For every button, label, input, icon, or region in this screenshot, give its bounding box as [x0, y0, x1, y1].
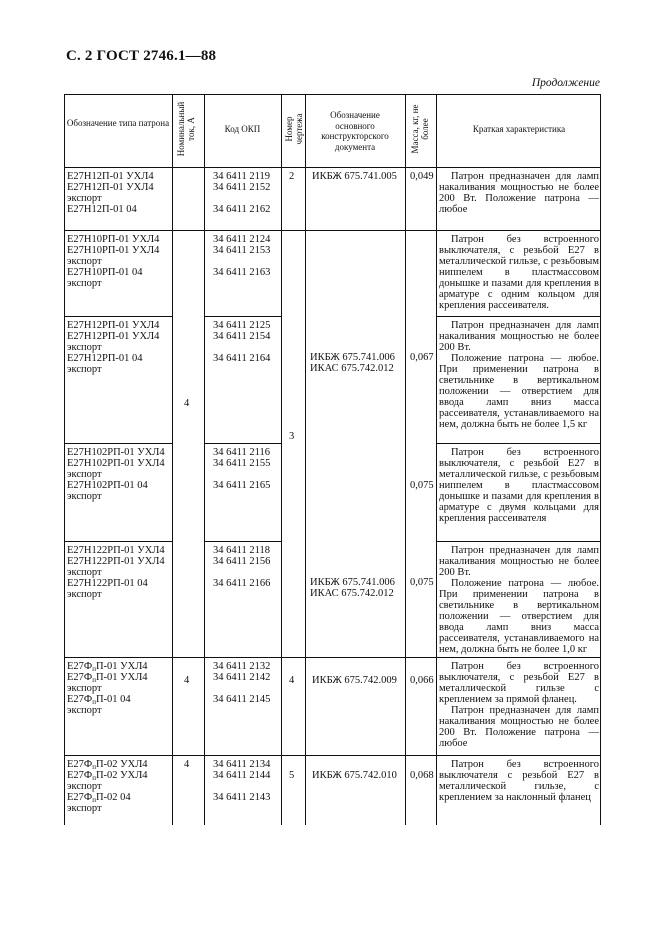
- header-bottom-border: [64, 167, 601, 168]
- okp-code: 34 6411 2142: [213, 672, 271, 683]
- okp-cell: [213, 234, 270, 278]
- okp-code: 34 6411 2144: [213, 770, 271, 781]
- header-drawing: [284, 98, 304, 160]
- drawing-cell: 4: [289, 675, 295, 686]
- type-prefix: Е27Ф: [67, 672, 93, 683]
- description-cell: [439, 759, 599, 803]
- okp-code: 34 6411 2134: [213, 759, 271, 770]
- type-cell: [67, 320, 159, 375]
- okp-cell: [213, 447, 270, 491]
- description-text: Положение патрона — любое. При применении патрона в светильнике в вертикальном положении — отверстием для ввода ламп вниз масса рассеивателя, устанавливаемого на нем, должна быть не более 1,5 кг: [439, 353, 599, 430]
- page-header: С. 2 ГОСТ 2746.1—88: [66, 48, 217, 64]
- type-line: экспорт: [67, 278, 102, 289]
- type-suffix: П-02 УХЛ4: [95, 770, 148, 781]
- doc-cell: [310, 352, 395, 374]
- description-cell: [439, 234, 599, 311]
- doc-cell: [310, 577, 395, 599]
- col-border: [600, 94, 601, 825]
- merged-drawing-value: 3: [289, 431, 295, 442]
- type-line: Е27Н12РП-01 УХЛ4: [67, 320, 160, 331]
- current-cell: 4: [184, 675, 190, 686]
- type-line: экспорт: [67, 256, 102, 267]
- type-line: Е27Н12РП-01 УХЛ4: [67, 331, 160, 342]
- row-divider: [204, 443, 281, 444]
- header-current: [176, 98, 196, 160]
- okp-code: 34 6411 2162: [213, 204, 271, 215]
- okp-cell: [213, 171, 270, 215]
- type-prefix: Е27Ф: [67, 661, 93, 672]
- header-current-line: Номинальный: [176, 101, 186, 157]
- col-border: [172, 94, 173, 825]
- header-drawing-line: чертежа: [294, 113, 304, 145]
- okp-cell: [213, 545, 270, 589]
- current-cell: 4: [184, 759, 190, 770]
- mass-cell: 0,075: [410, 480, 434, 491]
- okp-code: 34 6411 2116: [213, 447, 270, 458]
- mass-cell: 0,068: [410, 770, 434, 781]
- type-cell: [67, 171, 154, 215]
- merged-current-value: 4: [184, 398, 190, 409]
- description-cell: [439, 661, 599, 749]
- doc-line: ИКБЖ 675.741.006: [310, 352, 395, 363]
- description-text: Патрон предназначен для ламп накаливания мощностью не более 200 Вт. Положение патрона — любое: [439, 171, 599, 215]
- okp-cell: [213, 320, 270, 364]
- mass-cell: 0,075: [410, 577, 434, 588]
- okp-code: 34 6411 2164: [213, 353, 271, 364]
- row-divider: [436, 443, 601, 444]
- type-cell: [67, 545, 165, 600]
- col-border: [305, 94, 306, 825]
- okp-cell: [213, 759, 270, 803]
- type-suffix: П-01 04: [95, 694, 131, 705]
- type-line: Е27Н12П-01 УХЛ4: [67, 171, 154, 182]
- type-line: [67, 792, 148, 803]
- type-subscript: п: [92, 774, 96, 782]
- type-line: Е27Н122РП-01 УХЛ4: [67, 556, 165, 567]
- header-document: Обозначение основного конструкторского документа: [321, 110, 389, 152]
- header-okp: Код ОКП: [224, 124, 261, 134]
- okp-code: 34 6411 2145: [213, 694, 271, 705]
- row-divider: [436, 541, 601, 542]
- row-divider: [64, 755, 601, 756]
- doc-line: ИКАС 675.742.012: [310, 363, 394, 374]
- doc-cell: ИКБЖ 675.742.010: [312, 770, 397, 781]
- drawing-cell: 2: [289, 171, 295, 182]
- type-line: экспорт: [67, 342, 102, 353]
- header-mass-line: более: [420, 118, 430, 140]
- doc-line: ИКБЖ 675.741.006: [310, 577, 395, 588]
- type-line: Е27Н10РП-01 УХЛ4: [67, 245, 160, 256]
- type-line: Е27Н102РП-01 04: [67, 480, 148, 491]
- description-text: Положение патрона — любое. При применении патрона в светильнике в вертикальном положении — отверстием для ввода ламп вниз масса рассеивателя, устанавливаемого на нем, должна быть не более 1,0 кг: [439, 578, 599, 655]
- type-line: экспорт: [67, 193, 102, 204]
- type-cell: [67, 234, 159, 289]
- type-line: Е27Н102РП-01 УХЛ4: [67, 458, 165, 469]
- header-drawing-line: Номер: [284, 116, 294, 142]
- type-subscript: п: [92, 763, 96, 771]
- type-subscript: п: [92, 698, 96, 706]
- type-suffix: П-02 УХЛ4: [95, 759, 148, 770]
- description-cell: [439, 447, 599, 524]
- header-description: Краткая характеристика: [472, 124, 566, 134]
- okp-code: 34 6411 2125: [213, 320, 271, 331]
- type-line: экспорт: [67, 803, 102, 814]
- row-divider: [204, 541, 281, 542]
- mass-cell: 0,066: [410, 675, 434, 686]
- description-text: Патрон предназначен для ламп накаливания мощностью не более 200 Вт. Положение патрона — любое: [439, 705, 599, 749]
- type-cell: [67, 447, 165, 502]
- description-text: Патрон предназначен для ламп накаливания мощностью не более 200 Вт.: [439, 320, 599, 353]
- type-line: [67, 770, 148, 781]
- type-line: экспорт: [67, 567, 102, 578]
- type-subscript: п: [92, 665, 96, 673]
- type-line: экспорт: [67, 705, 102, 716]
- type-prefix: Е27Ф: [67, 694, 93, 705]
- description-text: Патрон предназначен для ламп накаливания мощностью не более 200 Вт.: [439, 545, 599, 578]
- type-line: Е27Н10РП-01 04: [67, 267, 143, 278]
- description-cell: [439, 171, 599, 215]
- okp-code: 34 6411 2143: [213, 792, 271, 803]
- okp-code: 34 6411 2119: [213, 171, 270, 182]
- okp-code: 34 6411 2152: [213, 182, 271, 193]
- type-line: Е27Н12П-01 УХЛ4: [67, 182, 154, 193]
- col-border: [436, 94, 437, 825]
- type-line: Е27Н10РП-01 УХЛ4: [67, 234, 160, 245]
- type-line: экспорт: [67, 589, 102, 600]
- okp-code: 34 6411 2163: [213, 267, 271, 278]
- type-line: экспорт: [67, 491, 102, 502]
- col-border: [281, 94, 282, 825]
- okp-code: 34 6411 2154: [213, 331, 271, 342]
- mass-cell: 0,049: [410, 171, 434, 182]
- row-divider: [64, 657, 601, 658]
- drawing-cell: 5: [289, 770, 295, 781]
- col-border: [64, 94, 65, 825]
- description-cell: [439, 545, 599, 655]
- type-line: экспорт: [67, 469, 102, 480]
- type-line: Е27Н122РП-01 04: [67, 578, 148, 589]
- type-line: [67, 759, 148, 770]
- type-line: [67, 694, 148, 705]
- okp-code: 34 6411 2155: [213, 458, 271, 469]
- okp-code: 34 6411 2156: [213, 556, 271, 567]
- type-line: [67, 672, 148, 683]
- type-line: экспорт: [67, 364, 102, 375]
- type-suffix: П-02 04: [95, 792, 131, 803]
- row-divider: [64, 443, 172, 444]
- table-top-border: [64, 94, 601, 95]
- doc-cell: ИКБЖ 675.741.005: [312, 171, 397, 182]
- row-divider: [64, 541, 172, 542]
- okp-code: 34 6411 2124: [213, 234, 271, 245]
- description-text: Патрон без встроенного выключателя с резьбой Е27 в металлической гильзе, с креплением за наклонный фланец: [439, 759, 599, 803]
- type-cell: [67, 661, 148, 716]
- okp-cell: [213, 661, 270, 705]
- okp-code: 34 6411 2153: [213, 245, 271, 256]
- type-cell: [67, 759, 148, 814]
- type-suffix: П-01 УХЛ4: [95, 661, 148, 672]
- type-line: Е27Н12РП-01 04: [67, 353, 143, 364]
- type-line: экспорт: [67, 781, 102, 792]
- continuation-label: Продолжение: [531, 77, 600, 89]
- header-current-line: ток, А: [186, 117, 196, 141]
- type-prefix: Е27Ф: [67, 770, 93, 781]
- type-line: экспорт: [67, 683, 102, 694]
- type-subscript: п: [92, 796, 96, 804]
- header-mass: [410, 98, 430, 160]
- description-text: Патрон без встроенного выключателя, с резьбой Е27 в металлической гильзе с креплением за прямой фланец.: [439, 661, 599, 705]
- type-line: [67, 661, 148, 672]
- mass-cell: 0,067: [410, 352, 434, 363]
- okp-code: 34 6411 2132: [213, 661, 271, 672]
- row-divider: [436, 316, 601, 317]
- description-text: Патрон без встроенного выключателя, с резьбой Е27 в металлической гильзе, с резьбовым ниппелем в пластмассовом донышке и пазами для крепления в арматуре с двумя кольцами для крепления рассеивателя: [439, 447, 599, 524]
- doc-cell: ИКБЖ 675.742.009: [312, 675, 397, 686]
- okp-code: 34 6411 2165: [213, 480, 271, 491]
- type-line: Е27Н102РП-01 УХЛ4: [67, 447, 165, 458]
- col-border: [405, 94, 406, 825]
- row-divider: [204, 316, 281, 317]
- okp-code: 34 6411 2166: [213, 578, 271, 589]
- type-line: Е27Н12П-01 04: [67, 204, 137, 215]
- okp-code: 34 6411 2118: [213, 545, 270, 556]
- type-line: Е27Н122РП-01 УХЛ4: [67, 545, 165, 556]
- row-divider: [64, 230, 601, 231]
- type-subscript: п: [92, 676, 96, 684]
- type-suffix: П-01 УХЛ4: [95, 672, 148, 683]
- col-border: [204, 94, 205, 825]
- header-mass-line: Масса, кг, не: [410, 104, 420, 154]
- description-text: Патрон без встроенного выключателя, с резьбой Е27 в металлической гильзе, с резьбовым ниппелем в пластмассовом донышке и пазами для крепления в арматуре с одним кольцом для крепления рассеивателя.: [439, 234, 599, 311]
- header-type: Обозначение типа патрона: [66, 118, 170, 128]
- description-cell: [439, 320, 599, 430]
- doc-line: ИКАС 675.742.012: [310, 588, 394, 599]
- type-prefix: Е27Ф: [67, 759, 93, 770]
- row-divider: [64, 316, 172, 317]
- type-prefix: Е27Ф: [67, 792, 93, 803]
